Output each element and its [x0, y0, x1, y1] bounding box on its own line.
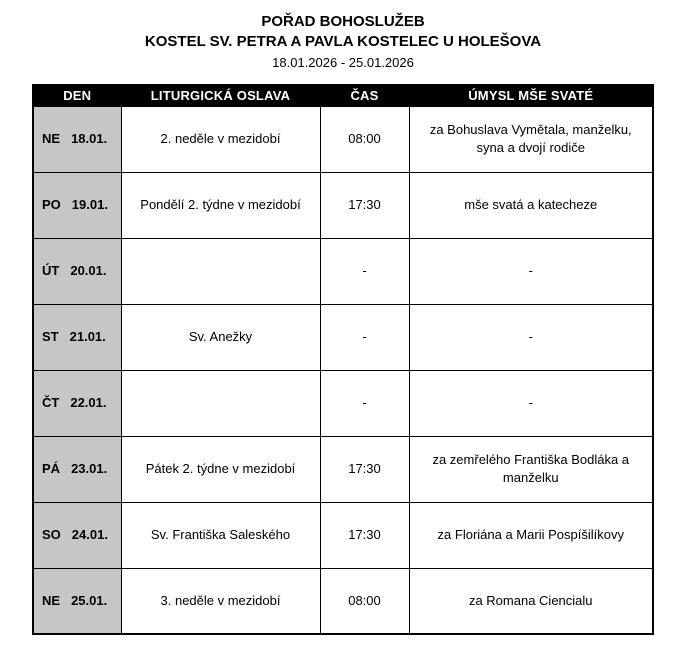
table-row — [33, 568, 653, 634]
celebration-cell: 3. neděle v mezidobí — [121, 568, 320, 634]
day-date: 25.01. — [71, 592, 108, 608]
column-header-umysl: ÚMYSL MŠE SVATÉ — [409, 85, 653, 106]
day-abbr: ČT — [42, 395, 60, 411]
day-cell — [33, 106, 121, 172]
page-title: POŘAD BOHOSLUŽEB — [261, 13, 425, 30]
intention-cell: za Romana Ciencialu — [409, 568, 653, 634]
day-abbr: NE — [42, 592, 61, 608]
day-cell — [33, 502, 121, 568]
day-abbr: ÚT — [42, 263, 60, 279]
day-cell — [33, 304, 121, 370]
column-header-den: DEN — [33, 85, 121, 106]
table-row — [33, 436, 653, 502]
time-cell: 08:00 — [320, 106, 409, 172]
time-cell: - — [320, 370, 409, 436]
celebration-cell — [121, 238, 320, 304]
day-wrap — [42, 130, 107, 148]
intention-cell: - — [409, 238, 653, 304]
day-cell — [33, 568, 121, 634]
day-wrap — [42, 196, 108, 214]
day-wrap — [42, 262, 107, 280]
day-abbr: PO — [42, 197, 61, 213]
day-abbr: PÁ — [42, 461, 61, 477]
day-cell — [33, 172, 121, 238]
time-cell: - — [320, 304, 409, 370]
page-subtitle: KOSTEL SV. PETRA A PAVLA KOSTELEC U HOLEŠOVA — [144, 33, 542, 51]
table-row — [33, 502, 653, 568]
table-row — [33, 304, 653, 370]
day-date: 19.01. — [71, 197, 108, 213]
day-date: 20.01. — [70, 263, 107, 279]
day-abbr: SO — [42, 527, 61, 543]
day-wrap — [42, 394, 107, 412]
table-row — [33, 172, 653, 238]
celebration-cell — [121, 370, 320, 436]
title-block — [0, 12, 686, 72]
celebration-cell: Pondělí 2. týdne v mezidobí — [121, 172, 320, 238]
time-cell: 17:30 — [320, 172, 409, 238]
time-cell: 17:30 — [320, 436, 409, 502]
table-row — [33, 106, 653, 172]
table-header-row — [33, 85, 653, 106]
celebration-cell: Sv. Anežky — [121, 304, 320, 370]
celebration-cell: Pátek 2. týdne v mezidobí — [121, 436, 320, 502]
intention-cell: za Floriána a Marii Pospíšilíkovy — [409, 502, 653, 568]
day-date: 24.01. — [71, 527, 108, 543]
day-date: 22.01. — [70, 395, 107, 411]
table-row — [33, 370, 653, 436]
celebration-cell: Sv. Františka Saleského — [121, 502, 320, 568]
day-date: 23.01. — [71, 461, 108, 477]
day-cell — [33, 238, 121, 304]
day-date: 21.01. — [69, 329, 106, 345]
date-range: 18.01.2026 - 25.01.2026 — [272, 54, 414, 70]
intention-cell: - — [409, 370, 653, 436]
day-wrap — [42, 592, 107, 610]
column-header-liturgicka-oslava: LITURGICKÁ OSLAVA — [121, 85, 320, 106]
day-wrap — [42, 328, 106, 346]
time-cell: - — [320, 238, 409, 304]
column-header-cas: ČAS — [320, 85, 409, 106]
day-wrap — [42, 460, 107, 478]
time-cell: 17:30 — [320, 502, 409, 568]
intention-cell: mše svatá a katecheze — [409, 172, 653, 238]
intention-cell: - — [409, 304, 653, 370]
schedule-table — [32, 84, 654, 635]
table-row — [33, 238, 653, 304]
day-wrap — [42, 526, 108, 544]
day-cell — [33, 436, 121, 502]
day-date: 18.01. — [71, 131, 108, 147]
day-cell — [33, 370, 121, 436]
day-abbr: NE — [42, 131, 61, 147]
celebration-cell: 2. neděle v mezidobí — [121, 106, 320, 172]
intention-cell: za zemřelého Františka Bodláka a manželku — [409, 436, 653, 502]
day-abbr: ST — [42, 329, 59, 345]
time-cell: 08:00 — [320, 568, 409, 634]
intention-cell: za Bohuslava Vymětala, manželku, syna a dvojí rodiče — [409, 106, 653, 172]
